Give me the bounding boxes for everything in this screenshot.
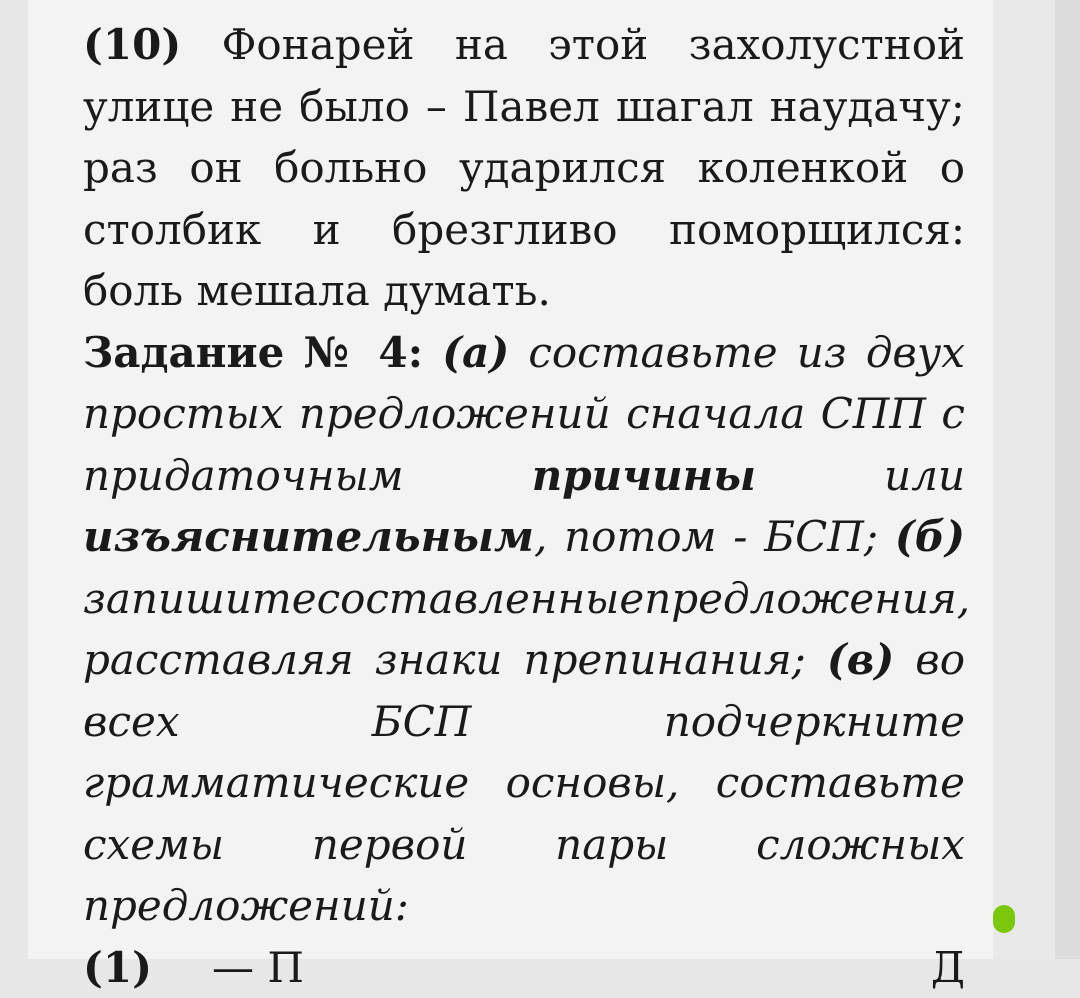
task-4-line-1: Задание № 4: (а) составьте из двух — [83, 322, 965, 384]
part-b-label: (б) — [894, 512, 965, 561]
part-a-label: (а) — [442, 327, 510, 377]
task-4-line-8: грамматические основы, составьте — [83, 758, 965, 807]
task-4-line-6: расставляя знаки препинания; (в) во — [83, 629, 965, 691]
task-4-line-9: схемы первой пары сложных — [83, 819, 965, 869]
task-4-line-10: предложений: — [83, 881, 409, 930]
task-4-line-2: простых предложений сначала СПП с — [83, 389, 965, 438]
document-text — [83, 0, 971, 992]
task-4-line-4: изъяснительным, потом - БСП; (б) — [83, 506, 965, 568]
right-gutter — [993, 0, 1055, 959]
sentence-number: (10) — [83, 20, 182, 69]
emphasis-prichiny: причины — [531, 450, 757, 500]
paragraph-10-line-4: столбик и брезгливо поморщился: — [83, 204, 965, 254]
paragraph-10-line-1: (10) Фонарей на этой захолустной — [83, 14, 965, 76]
task-label: Задание — [83, 327, 285, 377]
paragraph-10-line-2: улице не было – Павел шагал наудачу; — [83, 81, 965, 131]
emphasis-izyasnitelnym: изъяснительным — [83, 512, 534, 561]
task-4-line-7: всех БСП подчеркните — [83, 696, 965, 746]
partial-top-line — [83, 0, 965, 2]
scrollbar-thumb[interactable] — [993, 905, 1015, 933]
part-v-label: (в) — [826, 635, 895, 684]
next-line-partial: (1) — П Д — [83, 942, 965, 992]
paragraph-10-line-5: боль мешала думать. — [83, 266, 551, 315]
right-edge-strip — [1055, 0, 1080, 959]
task-number: № 4: — [303, 327, 424, 377]
paragraph-10-line-3: раз он больно ударился коленкой о — [83, 143, 965, 192]
task-4-line-5: запишите составленные предложения, — [83, 573, 971, 623]
task-4-line-3: придаточным причины или — [83, 445, 965, 507]
